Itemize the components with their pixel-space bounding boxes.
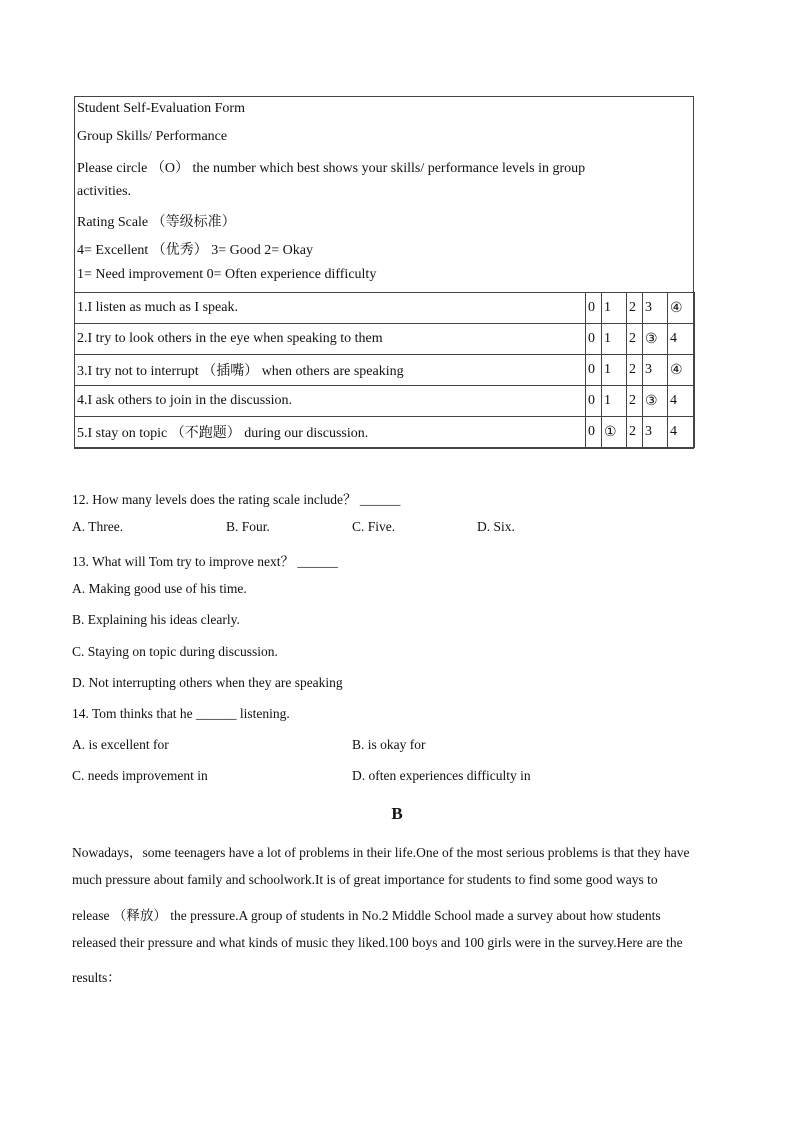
form-instruction: Please circle （O） the number which best shows your skills/ performance levels in group [77,161,586,176]
passage-line: release （释放） the pressure.A group of students in No.2 Middle School made a survey about how students [72,908,661,923]
question-13-stem: 13. What will Tom try to improve next？ ______ [72,554,338,569]
score-cell: 4 [668,417,695,448]
score-cell: ③ [643,386,668,417]
question-12-option-b: B. Four. [226,519,270,534]
passage-line: results： [72,970,121,985]
score-cell: 3 [643,293,668,324]
form-title: Student Self-Evaluation Form [77,101,245,116]
item-text: 4.I ask others to join in the discussion. [75,386,586,417]
score-cell: 2 [627,386,643,417]
score-cell: 2 [627,417,643,448]
score-cell: 1 [602,386,627,417]
score-cell: 2 [627,324,643,355]
question-14-stem: 14. Tom thinks that he ______ listening. [72,706,290,721]
table-row [75,386,695,417]
question-12-option-d: D. Six. [477,519,515,534]
question-14-option-a: A. is excellent for [72,737,169,752]
score-cell: ③ [643,324,668,355]
score-cell: ④ [668,293,695,324]
section-b-title: B [391,804,403,823]
score-cell: 1 [602,293,627,324]
question-12-option-a: A. Three. [72,519,124,534]
question-12-stem: 12. How many levels does the rating scale include？ ______ [72,492,401,507]
score-cell: ④ [668,355,695,386]
question-12-option-c: C. Five. [352,519,396,534]
score-cell: ① [602,417,627,448]
score-cell: 3 [643,417,668,448]
form-subtitle: Group Skills/ Performance [77,129,228,144]
score-cell: 4 [668,386,695,417]
evaluation-table [74,292,695,448]
question-13-option-c: C. Staying on topic during discussion. [72,644,278,659]
rating-scale-line-1: 4= Excellent （优秀） 3= Good 2= Okay [77,243,313,258]
question-14-option-d: D. often experiences difficulty in [352,768,531,783]
score-cell: 0 [586,355,602,386]
score-cell: 0 [586,386,602,417]
self-evaluation-form [74,96,694,449]
score-cell: 1 [602,324,627,355]
question-13-option-b: B. Explaining his ideas clearly. [72,612,240,627]
passage-line: Nowadays，some teenagers have a lot of problems in their life.One of the most serious problems is that they have [72,845,690,860]
score-cell: 2 [627,355,643,386]
item-text: 1.I listen as much as I speak. [75,293,586,324]
score-cell: 4 [668,324,695,355]
question-14-option-b: B. is okay for [352,737,426,752]
form-instruction-cont: activities. [77,184,132,199]
score-cell: 2 [627,293,643,324]
passage-line: much pressure about family and schoolwork.It is of great importance for students to find some good ways to [72,872,658,887]
question-14-option-c: C. needs improvement in [72,768,208,783]
score-cell: 0 [586,324,602,355]
form-intro [75,97,693,293]
rating-scale-heading: Rating Scale （等级标准） [77,215,236,230]
score-cell: 1 [602,355,627,386]
passage-line: released their pressure and what kinds of music they liked.100 boys and 100 girls were in the survey.Here are the [72,935,683,950]
table-row [75,355,695,386]
table-row [75,324,695,355]
score-cell: 0 [586,417,602,448]
score-cell: 0 [586,293,602,324]
item-text: 3.I try not to interrupt （插嘴） when others are speaking [75,355,586,386]
item-text: 2.I try to look others in the eye when speaking to them [75,324,586,355]
question-13-option-a: A. Making good use of his time. [72,581,247,596]
item-text: 5.I stay on topic （不跑题） during our discussion. [75,417,586,448]
table-row [75,417,695,448]
table-row [75,293,695,324]
score-cell: 3 [643,355,668,386]
question-13-option-d: D. Not interrupting others when they are speaking [72,675,343,690]
rating-scale-line-2: 1= Need improvement 0= Often experience difficulty [77,267,377,282]
